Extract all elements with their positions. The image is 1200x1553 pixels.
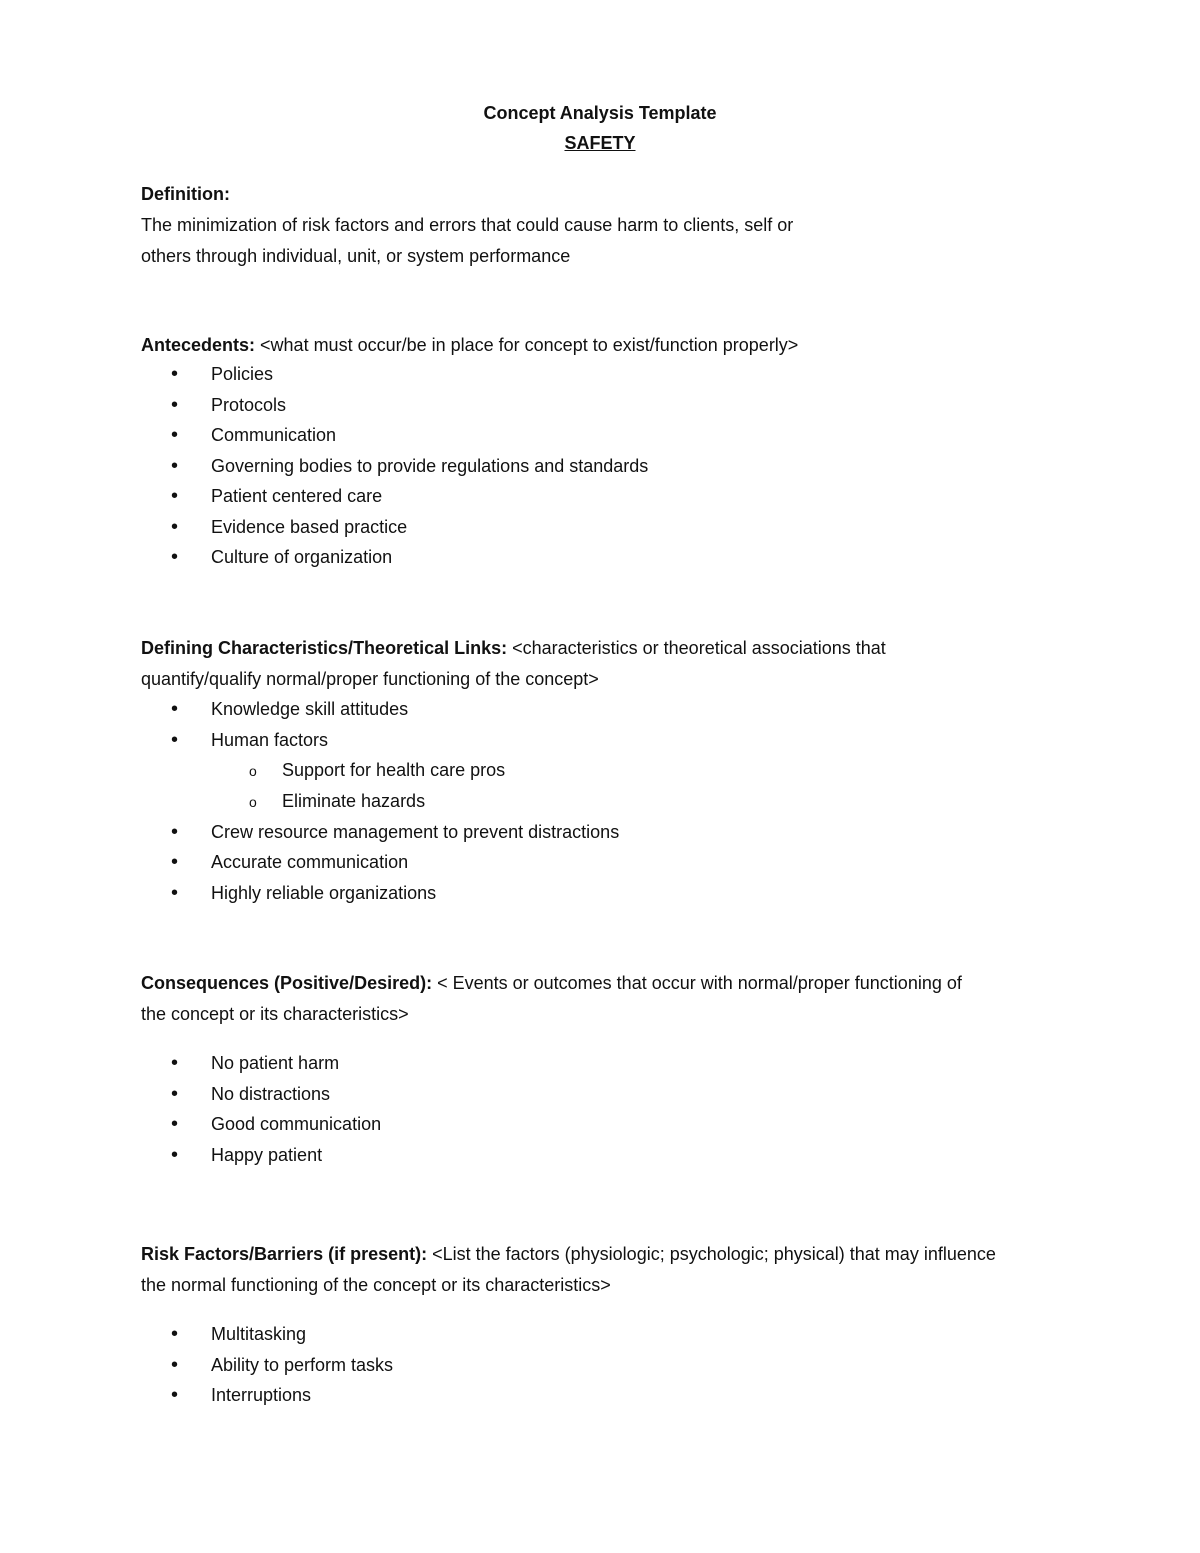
list-item: • Protocols xyxy=(141,390,1071,421)
consequences-prompt-line-2: the concept or its characteristics> xyxy=(141,1004,409,1024)
list-item: • Policies xyxy=(141,359,1071,390)
list-item: • Human factors xyxy=(141,725,1071,756)
document-subtitle: SAFETY xyxy=(564,133,636,153)
list-item: • Good communication xyxy=(141,1109,1071,1140)
consequences-list xyxy=(141,1048,1071,1170)
consequences-heading: Consequences (Positive/Desired): xyxy=(141,973,433,993)
risk-prompt-line-2: the normal functioning of the concept or its characteristics> xyxy=(141,1275,611,1295)
list-item: • Crew resource management to prevent distractions xyxy=(141,817,1071,848)
list-item: • Interruptions xyxy=(141,1380,1071,1411)
list-item: • Multitasking xyxy=(141,1319,1071,1350)
antecedents-header xyxy=(141,330,1071,361)
defining-header xyxy=(141,633,1071,695)
list-item: • Communication xyxy=(141,420,1071,451)
definition-line-2: others through individual, unit, or system performance xyxy=(141,246,571,266)
antecedents-prompt: <what must occur/be in place for concept to exist/function properly> xyxy=(255,335,799,355)
defining-list xyxy=(141,694,1071,908)
risk-heading: Risk Factors/Barriers (if present): xyxy=(141,1244,428,1264)
list-item: • Knowledge skill attitudes xyxy=(141,694,1071,725)
antecedents-list xyxy=(141,359,1071,573)
definition-section xyxy=(141,179,1071,272)
list-item: • Highly reliable organizations xyxy=(141,878,1071,909)
definition-heading: Definition: xyxy=(141,184,230,204)
list-item: • Happy patient xyxy=(141,1140,1071,1171)
defining-heading: Defining Characteristics/Theoretical Links: xyxy=(141,638,508,658)
document-title: Concept Analysis Template xyxy=(483,103,717,123)
list-item: • No distractions xyxy=(141,1079,1071,1110)
list-item: • Governing bodies to provide regulations and standards xyxy=(141,451,1071,482)
list-item: • Evidence based practice xyxy=(141,512,1071,543)
list-item: • Accurate communication xyxy=(141,847,1071,878)
definition-line-1: The minimization of risk factors and errors that could cause harm to clients, self or xyxy=(141,215,794,235)
sub-list-item: o Support for health care pros xyxy=(141,755,1071,786)
list-item: • Patient centered care xyxy=(141,481,1071,512)
risk-list xyxy=(141,1319,1071,1411)
sub-list-item: o Eliminate hazards xyxy=(141,786,1071,817)
antecedents-heading: Antecedents: xyxy=(141,335,256,355)
list-item: • Ability to perform tasks xyxy=(141,1350,1071,1381)
list-item: • Culture of organization xyxy=(141,542,1071,573)
risk-prompt-line-1: <List the factors (physiologic; psychologic; physical) that may influence xyxy=(427,1244,996,1264)
list-item: • No patient harm xyxy=(141,1048,1071,1079)
risk-header xyxy=(141,1239,1071,1301)
defining-prompt-line-1: <characteristics or theoretical associations that xyxy=(507,638,886,658)
defining-prompt-line-2: quantify/qualify normal/proper functioning of the concept> xyxy=(141,669,599,689)
consequences-prompt-line-1: < Events or outcomes that occur with normal/proper functioning of xyxy=(432,973,962,993)
consequences-header xyxy=(141,968,1071,1030)
